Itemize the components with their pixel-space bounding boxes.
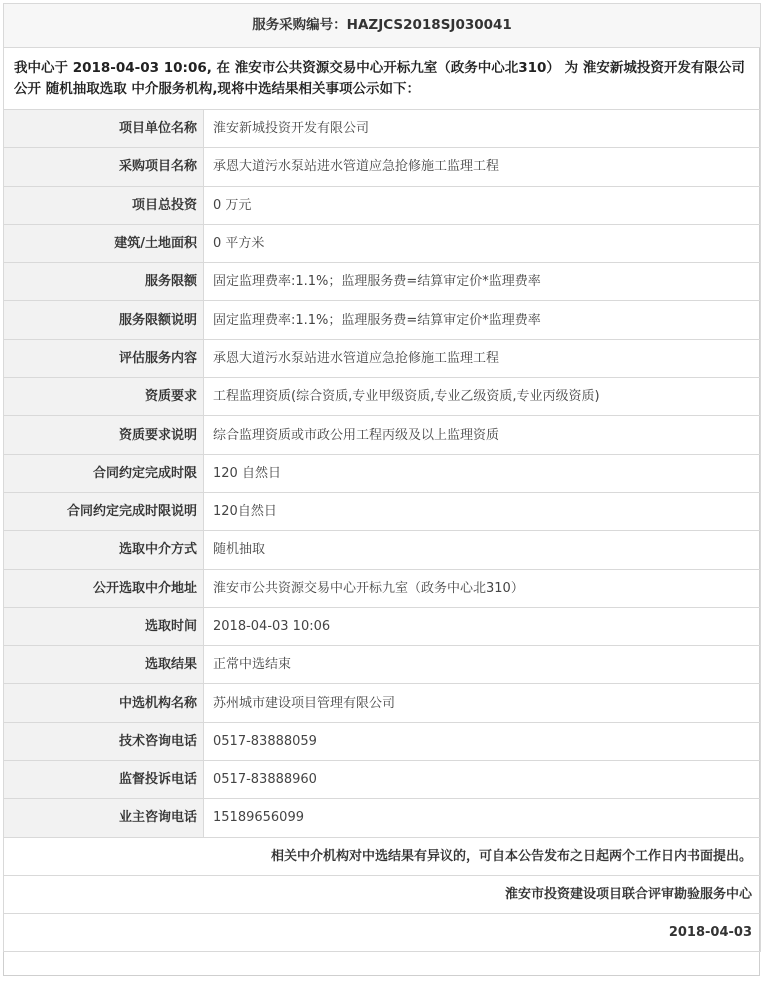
field-value: 120自然日	[204, 492, 761, 530]
table-row	[4, 454, 761, 492]
field-label: 选取时间	[4, 607, 204, 645]
table-row	[4, 607, 761, 645]
field-label: 公开选取中介地址	[4, 569, 204, 607]
table-row	[4, 186, 761, 224]
table-row	[4, 339, 761, 377]
field-label: 项目单位名称	[4, 110, 204, 148]
field-value: 固定监理费率:1.1%；监理服务费=结算审定价*监理费率	[204, 263, 761, 301]
table-row	[4, 684, 761, 722]
intro-paragraph: 我中心于 2018-04-03 10:06, 在 淮安市公共资源交易中心开标九室（政务中心北310） 为 淮安新城投资开发有限公司 公开 随机抽取选取 中介服务机构,现将中选结果相关事项公示如下：	[4, 48, 761, 110]
field-label: 资质要求	[4, 378, 204, 416]
field-label: 业主咨询电话	[4, 799, 204, 837]
field-label: 服务限额说明	[4, 301, 204, 339]
field-value: 承恩大道污水泵站进水管道应急抢修施工监理工程	[204, 339, 761, 377]
field-value: 综合监理资质或市政公用工程丙级及以上监理资质	[204, 416, 761, 454]
table-row	[4, 301, 761, 339]
field-value: 0 平方米	[204, 224, 761, 262]
field-label: 选取中介方式	[4, 531, 204, 569]
field-value: 固定监理费率:1.1%；监理服务费=结算审定价*监理费率	[204, 301, 761, 339]
table-row	[4, 224, 761, 262]
field-value: 淮安新城投资开发有限公司	[204, 110, 761, 148]
field-value: 2018-04-03 10:06	[204, 607, 761, 645]
field-value: 0517-83888960	[204, 761, 761, 799]
objection-note: 相关中介机构对中选结果有异议的，可自本公告发布之日起两个工作日内书面提出。	[4, 837, 761, 875]
publish-date: 2018-04-03	[4, 913, 761, 951]
table-row	[4, 646, 761, 684]
field-label: 建筑/土地面积	[4, 224, 204, 262]
procurement-number-title: 服务采购编号：HAZJCS2018SJ030041	[4, 4, 761, 48]
field-label: 服务限额	[4, 263, 204, 301]
field-value: 0 万元	[204, 186, 761, 224]
field-label: 评估服务内容	[4, 339, 204, 377]
field-value: 15189656099	[204, 799, 761, 837]
table-row	[4, 148, 761, 186]
field-label: 中选机构名称	[4, 684, 204, 722]
table-row	[4, 722, 761, 760]
field-value: 苏州城市建设项目管理有限公司	[204, 684, 761, 722]
issuer-name: 淮安市投资建设项目联合评审勘验服务中心	[4, 875, 761, 913]
detail-rows	[4, 110, 761, 838]
table-row	[4, 492, 761, 530]
field-label: 项目总投资	[4, 186, 204, 224]
field-label: 选取结果	[4, 646, 204, 684]
table-row	[4, 110, 761, 148]
table-row	[4, 378, 761, 416]
field-label: 合同约定完成时限说明	[4, 492, 204, 530]
table-row	[4, 799, 761, 837]
field-value: 随机抽取	[204, 531, 761, 569]
field-label: 监督投诉电话	[4, 761, 204, 799]
announcement-table	[3, 3, 761, 952]
table-row	[4, 761, 761, 799]
table-row	[4, 531, 761, 569]
field-value: 承恩大道污水泵站进水管道应急抢修施工监理工程	[204, 148, 761, 186]
field-value: 淮安市公共资源交易中心开标九室（政务中心北310）	[204, 569, 761, 607]
table-row	[4, 569, 761, 607]
field-label: 技术咨询电话	[4, 722, 204, 760]
table-row	[4, 416, 761, 454]
field-label: 合同约定完成时限	[4, 454, 204, 492]
field-value: 工程监理资质(综合资质,专业甲级资质,专业乙级资质,专业丙级资质)	[204, 378, 761, 416]
field-value: 0517-83888059	[204, 722, 761, 760]
table-row	[4, 263, 761, 301]
field-value: 120 自然日	[204, 454, 761, 492]
field-label: 采购项目名称	[4, 148, 204, 186]
field-value: 正常中选结束	[204, 646, 761, 684]
field-label: 资质要求说明	[4, 416, 204, 454]
